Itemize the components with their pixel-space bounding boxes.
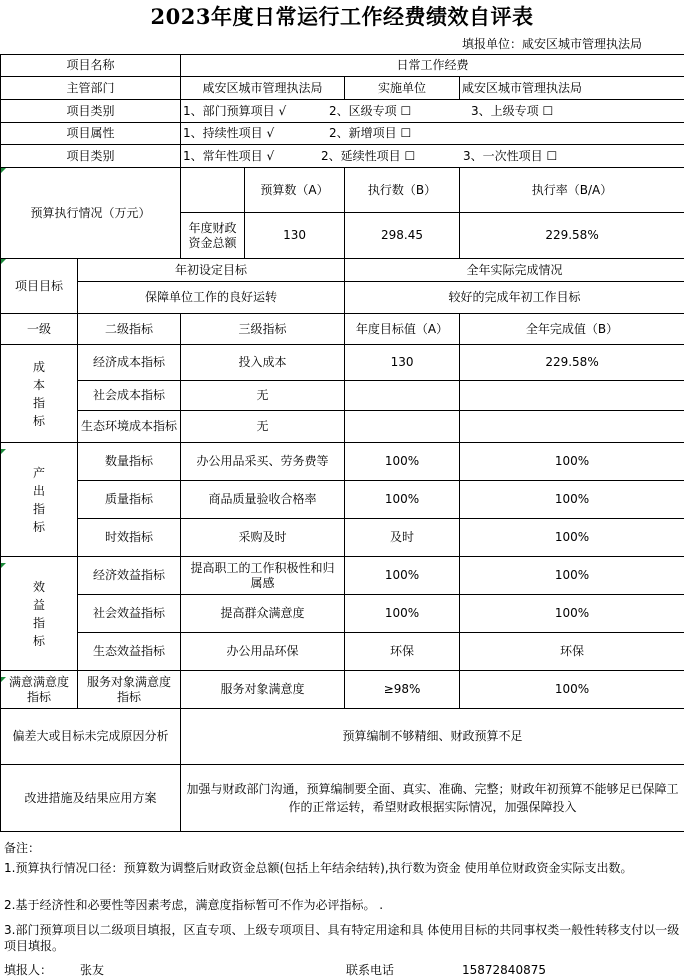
rate-header: 执行率（B/A） (460, 168, 684, 213)
goal-initial-header: 年初设定目标 (78, 259, 345, 282)
ind-target: 100% (345, 595, 460, 633)
exec-header: 执行数（B） (345, 168, 460, 213)
group-name: 成本指标 (32, 359, 45, 428)
attr-option: 1、持续性项目 √ (183, 126, 275, 140)
attr-option: 2、新增项目 ☐ (329, 126, 412, 140)
ind-l2: 社会成本指标 (78, 381, 181, 411)
ind-l3: 办公用品环保 (181, 633, 345, 671)
ind-done-header: 全年完成值（B） (460, 314, 684, 345)
phone-label: 联系电话 (346, 963, 395, 977)
ind-target: 100% (345, 481, 460, 519)
ind-l2: 经济效益指标 (78, 557, 181, 595)
exec-value: 298.45 (345, 213, 460, 259)
group-cost (1, 345, 78, 443)
note-item: 1.预算执行情况口径：预算数为调整后财政资金总额(包括上年结余结转),执行数为资金 使用单位财政资金实际支出数。 (4, 861, 633, 875)
evaluation-table (0, 54, 684, 832)
type2-option: 2、延续性项目 ☐ (321, 148, 416, 163)
cell-marker-icon (1, 259, 6, 264)
ind-l1-header: 一级 (1, 314, 78, 345)
ind-target: 130 (345, 345, 460, 381)
type2-option: 3、一次性项目 ☐ (463, 148, 558, 163)
filler-value: 张友 (80, 963, 105, 977)
ind-l3-header: 三级指标 (181, 314, 345, 345)
type1-label: 项目类别 (1, 100, 181, 123)
budget-blank (181, 168, 245, 213)
note-item: 2.基于经济性和必要性等因素考虑，满意度指标暂可不作为必评指标。 . (4, 898, 384, 912)
group-name: 产出指标 (32, 465, 45, 534)
ind-target (345, 411, 460, 443)
ind-target: 环保 (345, 633, 460, 671)
attr-options (181, 123, 684, 145)
impl-value: 咸安区城市管理执法局 (460, 77, 684, 100)
ind-done: 100% (460, 481, 684, 519)
type1-options (181, 100, 684, 123)
group-name: 效益指标 (32, 579, 45, 648)
ind-target: 及时 (345, 519, 460, 557)
ind-target: 100% (345, 557, 460, 595)
ind-l2: 社会效益指标 (78, 595, 181, 633)
ind-target: 100% (345, 443, 460, 481)
ind-done: 100% (460, 443, 684, 481)
group-satisfaction: 满意满意度指标 (1, 671, 78, 709)
ind-l2: 服务对象满意度指标 (78, 671, 181, 709)
type2-option: 1、常年性项目 √ (183, 148, 275, 163)
attr-label: 项目属性 (1, 123, 181, 145)
ind-l3: 办公用品采买、劳务费等 (181, 443, 345, 481)
ind-l2: 经济成本指标 (78, 345, 181, 381)
cell-marker-icon (1, 563, 6, 568)
dept-value: 咸安区城市管理执法局 (181, 77, 345, 100)
ind-l2: 质量指标 (78, 481, 181, 519)
deviation-value: 预算编制不够精细、财政预算不足 (181, 709, 684, 765)
goal-actual-header: 全年实际完成情况 (345, 259, 684, 282)
rate-value: 229.58% (460, 213, 684, 259)
ind-l2: 时效指标 (78, 519, 181, 557)
group-output (1, 443, 78, 557)
ind-l3: 无 (181, 411, 345, 443)
ind-l3: 提高职工的工作积极性和归属感 (181, 557, 345, 595)
dept-label: 主管部门 (1, 77, 181, 100)
improve-label: 改进措施及结果应用方案 (1, 765, 181, 832)
ind-done: 100% (460, 595, 684, 633)
cell-marker-icon (1, 677, 6, 682)
project-name-label: 项目名称 (1, 55, 181, 77)
type2-options (181, 145, 684, 168)
impl-label: 实施单位 (345, 77, 460, 100)
ind-done: 100% (460, 671, 684, 709)
note-item: 3.部门预算项目以二级项目填报，区直专项、上级专项项目、具有特定用途和具 体使用目标的共同事权类一般性转移支付以一级项目填报。 (4, 923, 680, 953)
ind-l2-header: 二级指标 (78, 314, 181, 345)
goal-actual: 较好的完成年初工作目标 (345, 282, 684, 314)
ind-l3: 无 (181, 381, 345, 411)
budget-header: 预算数（A） (245, 168, 345, 213)
ind-done (460, 381, 684, 411)
fill-unit-line (0, 34, 684, 54)
ind-l2: 数量指标 (78, 443, 181, 481)
deviation-label: 偏差大或目标未完成原因分析 (1, 709, 181, 765)
budget-value: 130 (245, 213, 345, 259)
ind-l3: 投入成本 (181, 345, 345, 381)
cell-marker-icon (1, 168, 6, 173)
goal-label: 项目目标 (1, 259, 78, 314)
type2-label: 项目类别 (1, 145, 181, 168)
type1-option: 2、区级专项 ☐ (329, 103, 412, 118)
ind-l3: 采购及时 (181, 519, 345, 557)
ind-target-header: 年度目标值（A） (345, 314, 460, 345)
type1-option: 1、部门预算项目 √ (183, 103, 287, 118)
phone-value: 15872840875 (462, 963, 546, 977)
ind-done: 229.58% (460, 345, 684, 381)
goal-initial: 保障单位工作的良好运转 (78, 282, 345, 314)
ind-l3: 服务对象满意度 (181, 671, 345, 709)
page-title: 2023年度日常运行工作经费绩效自评表 (150, 4, 534, 29)
footer (0, 960, 684, 980)
ind-l3: 提高群众满意度 (181, 595, 345, 633)
ind-l2: 生态效益指标 (78, 633, 181, 671)
budget-row-label: 年度财政资金总额 (181, 213, 245, 259)
ind-done: 环保 (460, 633, 684, 671)
filler-label: 填报人： (4, 963, 53, 977)
notes-title: 备注： (4, 841, 41, 855)
ind-done: 100% (460, 519, 684, 557)
ind-done (460, 411, 684, 443)
ind-target: ≥98% (345, 671, 460, 709)
improve-value: 加强与财政部门沟通，预算编制要全面、真实、准确、完整；财政年初预算不能够足已保障工作的正常运转，希望财政根据实际情况，加强保障投入 (181, 765, 684, 832)
ind-l2: 生态环境成本指标 (78, 411, 181, 443)
fill-unit-text: 填报单位：咸安区城市管理执法局 (462, 37, 643, 51)
group-benefit (1, 557, 78, 671)
project-name-value: 日常工作经费 (181, 55, 684, 77)
cell-marker-icon (1, 449, 6, 454)
ind-done: 100% (460, 557, 684, 595)
budget-label: 预算执行情况（万元） (1, 168, 181, 259)
ind-l3: 商品质量验收合格率 (181, 481, 345, 519)
ind-target (345, 381, 460, 411)
type1-option: 3、上级专项 ☐ (471, 103, 554, 118)
